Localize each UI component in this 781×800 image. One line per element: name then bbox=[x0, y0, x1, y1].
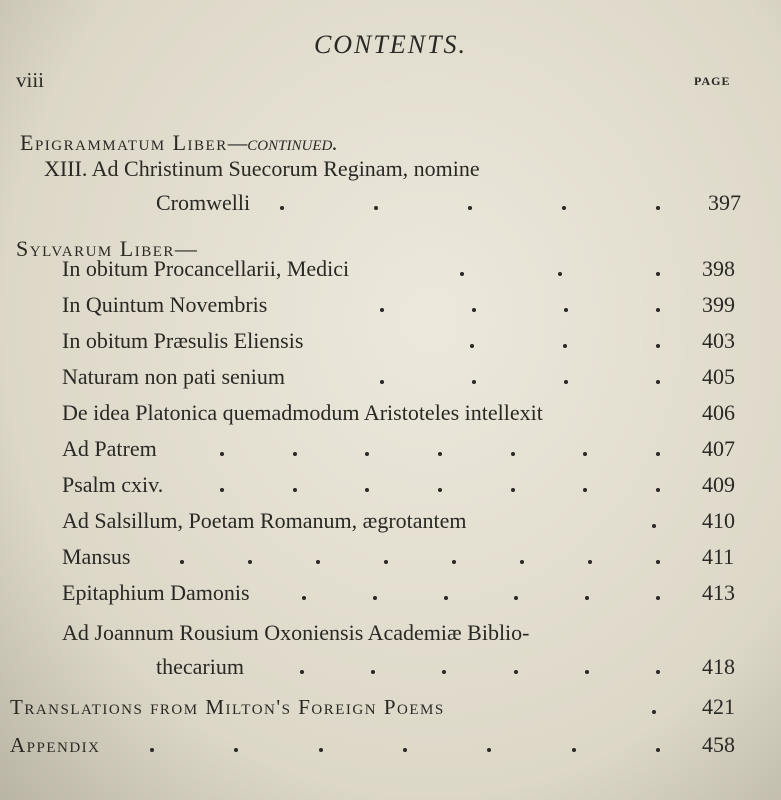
toc-entry-title: In Quintum Novembris bbox=[62, 292, 268, 317]
toc-page-number: 409 bbox=[702, 472, 735, 497]
dot-leaders bbox=[220, 468, 660, 492]
toc-entry bbox=[0, 468, 781, 502]
toc-entry bbox=[0, 396, 781, 430]
toc-entry-translations bbox=[0, 690, 781, 724]
page-title: CONTENTS. bbox=[313, 30, 468, 59]
toc-page-number: 421 bbox=[702, 694, 735, 719]
toc-entry bbox=[0, 576, 781, 610]
toc-entry bbox=[0, 324, 781, 358]
toc-entry bbox=[0, 360, 781, 394]
dot-leaders bbox=[460, 252, 660, 276]
toc-entry-line bbox=[0, 616, 781, 650]
toc-page-number: 405 bbox=[702, 364, 735, 389]
continued-label: —continued. bbox=[227, 130, 338, 155]
page-number: viii bbox=[16, 68, 45, 92]
toc-entry bbox=[0, 252, 781, 286]
toc-entry-title: XIII. Ad Christinum Suecorum Reginam, nomine bbox=[44, 156, 480, 181]
dot-leaders bbox=[300, 650, 660, 674]
toc-entry bbox=[0, 540, 781, 574]
dot-leaders bbox=[280, 186, 660, 210]
section-heading-sylvarum: Sylvarum Liber— bbox=[16, 236, 199, 261]
toc-page-number: 411 bbox=[702, 544, 735, 569]
toc-entry bbox=[0, 288, 781, 322]
toc-entry-title: Appendix bbox=[10, 733, 101, 757]
toc-page-number: 403 bbox=[702, 328, 735, 353]
toc-page-number: 407 bbox=[702, 436, 735, 461]
toc-page-number: 397 bbox=[708, 190, 741, 215]
dot-leaders bbox=[652, 504, 662, 528]
dot-leaders bbox=[380, 288, 660, 312]
toc-entry bbox=[0, 432, 781, 466]
toc-entry bbox=[0, 186, 781, 220]
dot-leaders bbox=[380, 360, 660, 384]
toc-entry-title: In obitum Præsulis Eliensis bbox=[62, 328, 304, 353]
dot-leaders bbox=[220, 432, 660, 456]
dot-leaders bbox=[470, 324, 660, 348]
dot-leaders bbox=[150, 728, 660, 752]
section-heading-text: Epigrammatum Liber bbox=[20, 130, 228, 155]
toc-entry-title: De idea Platonica quemadmodum Aristoteles intellexit bbox=[62, 400, 543, 425]
toc-entry-title: Ad Patrem bbox=[62, 436, 157, 461]
toc-entry-title: Ad Salsillum, Poetam Romanum, ægrotantem bbox=[62, 508, 467, 533]
page-column-label: PAGE bbox=[694, 74, 731, 88]
toc-entry-title: Mansus bbox=[62, 544, 131, 569]
toc-entry-title-continued: thecarium bbox=[156, 654, 244, 679]
toc-page-number: 413 bbox=[702, 580, 735, 605]
toc-entry-appendix bbox=[0, 728, 781, 762]
toc-page-number: 399 bbox=[702, 292, 735, 317]
toc-page-number: 458 bbox=[702, 732, 735, 757]
toc-page-number: 406 bbox=[702, 400, 735, 425]
toc-entry-title: Translations from Milton's Foreign Poems bbox=[10, 695, 445, 719]
toc-page-number: 418 bbox=[702, 654, 735, 679]
toc-entry-title: Epitaphium Damonis bbox=[62, 580, 250, 605]
toc-entry bbox=[0, 650, 781, 684]
toc-entry bbox=[0, 504, 781, 538]
toc-entry-title: Ad Joannum Rousium Oxoniensis Academiæ Biblio- bbox=[62, 620, 530, 645]
toc-entry-title-continued: Cromwelli bbox=[156, 190, 251, 215]
toc-page-number: 410 bbox=[702, 508, 735, 533]
dot-leaders bbox=[652, 690, 662, 714]
dot-leaders bbox=[302, 576, 660, 600]
toc-entry-title: Naturam non pati senium bbox=[62, 364, 286, 389]
dot-leaders bbox=[180, 540, 660, 564]
toc-entry-title: Psalm cxiv. bbox=[62, 472, 164, 497]
toc-entry-line bbox=[0, 152, 781, 186]
toc-page-number: 398 bbox=[702, 256, 735, 281]
toc-entry-title: In obitum Procancellarii, Medici bbox=[62, 256, 350, 281]
